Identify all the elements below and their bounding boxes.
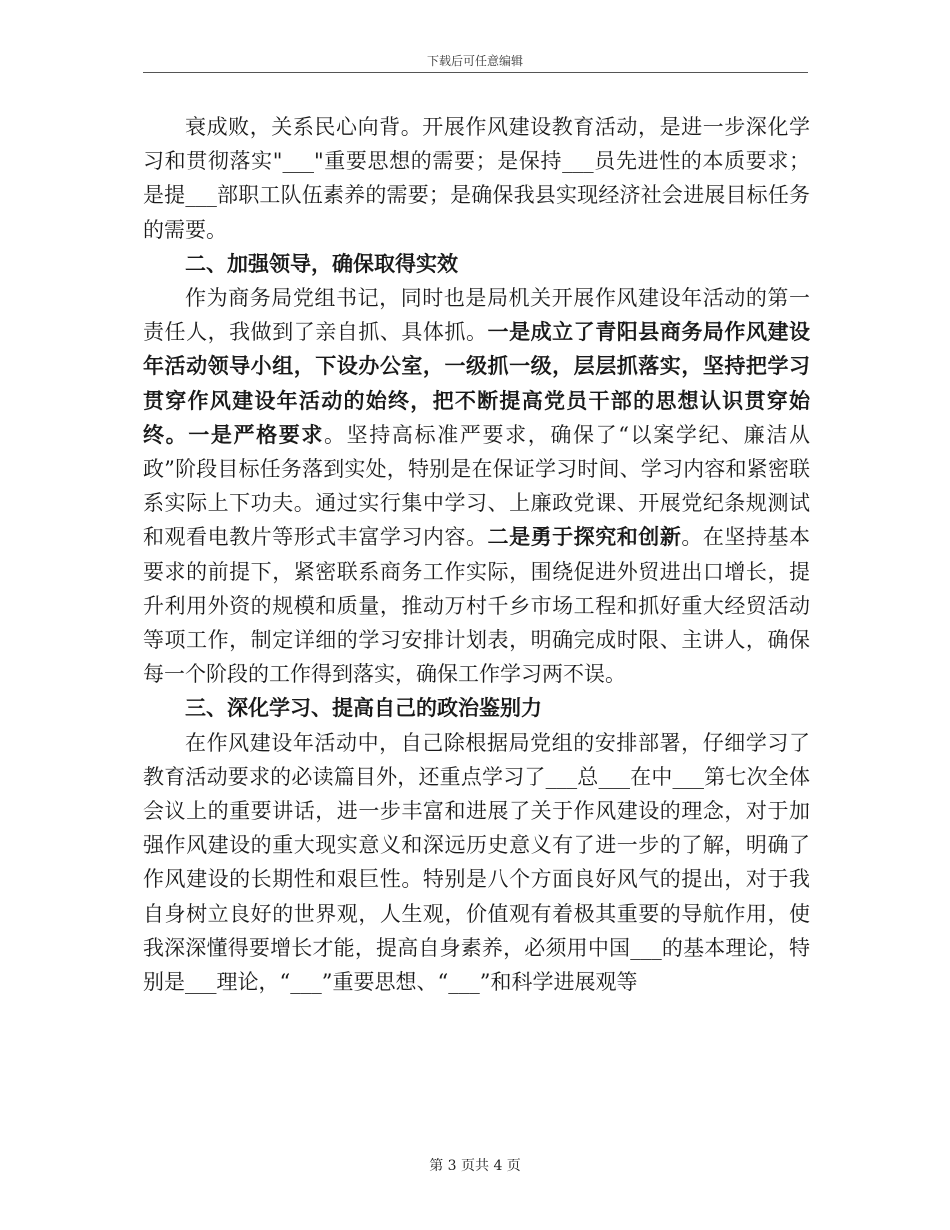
page-header: 下载后可任意编辑 xyxy=(426,54,523,68)
header-divider xyxy=(143,72,808,73)
section-heading-3: 三、深化学习、提高自己的政治鉴别力 xyxy=(185,695,542,721)
page-number: 第 3 页共 4 页 xyxy=(429,1158,521,1174)
paragraph-1: 衰成败，关系民心向背。开展作风建设教育活动，是进一步深化学习和贯彻落实"___"重要思想的需要；是保持___员先进性的本质要求；是提___部职工队伍素养的需要；是确保我县实现经济社会进展目标任务的需要。 xyxy=(143,115,810,242)
paragraph-2-bold-2: 二是勇于探究和创新 xyxy=(487,524,682,550)
paragraph-2-text-1: 作为商务局党组书记，同时也是局机关开展作风建设年活动的第一责任人，我做到了亲自抓、具体抓。 xyxy=(143,286,810,345)
section-heading-2: 二、加强领导，确保取得实效 xyxy=(185,250,458,276)
paragraph-3: 在作风建设年活动中，自己除根据局党组的安排部署，仔细学习了教育活动要求的必读篇目外，还重点学习了___总___在中___第七次全体会议上的重要讲话，进一步丰富和进展了关于作风建设的理念，对于加强作风建设的重大现实意义和深远历史意义有了进一步的了解，明确了作风建设的长期性和艰巨性。特别是八个方面良好风气的提出，对于我自身树立良好的世界观，人生观，价值观有着极其重要的导航作用，使我深深懂得要增长才能，提高自身素养，必须用中国___的基本理论，特别是___理论，“___”重要思想、“___”和科学进展观等 xyxy=(143,730,810,995)
paragraph-2 xyxy=(143,281,810,691)
paragraph-2-text-2: 。坚持高标准严要求，确保了“以案学纪、廉洁从政”阶段目标任务落到实处，特别是在保证学习时间、学习内容和紧密联系实际上下功夫。通过实行集中学习、上廉政党课、开展党纪条规测试和观看电教片等形式丰富学习内容。 xyxy=(143,422,811,550)
paragraph-2-bold-1: 一是成立了青阳县商务局作风建设年活动领导小组，下设办公室，一级抓一级，层层抓落实，坚持把学习贯穿作风建设年活动的始终，把不断提高党员干部的思想认识贯穿始终。一是严格要求 xyxy=(143,319,811,447)
paragraph-2-text-3: 。在坚持基本要求的前提下，紧密联系商务工作实际，围绕促进外贸进出口增长，提升利用外资的规模和质量，推动万村千乡市场工程和抓好重大经贸活动等项工作，制定详细的学习安排计划表，明确完成时限、主讲人，确保每一个阶段的工作得到落实，确保工作学习两不误。 xyxy=(143,525,811,687)
document-body xyxy=(143,110,810,999)
